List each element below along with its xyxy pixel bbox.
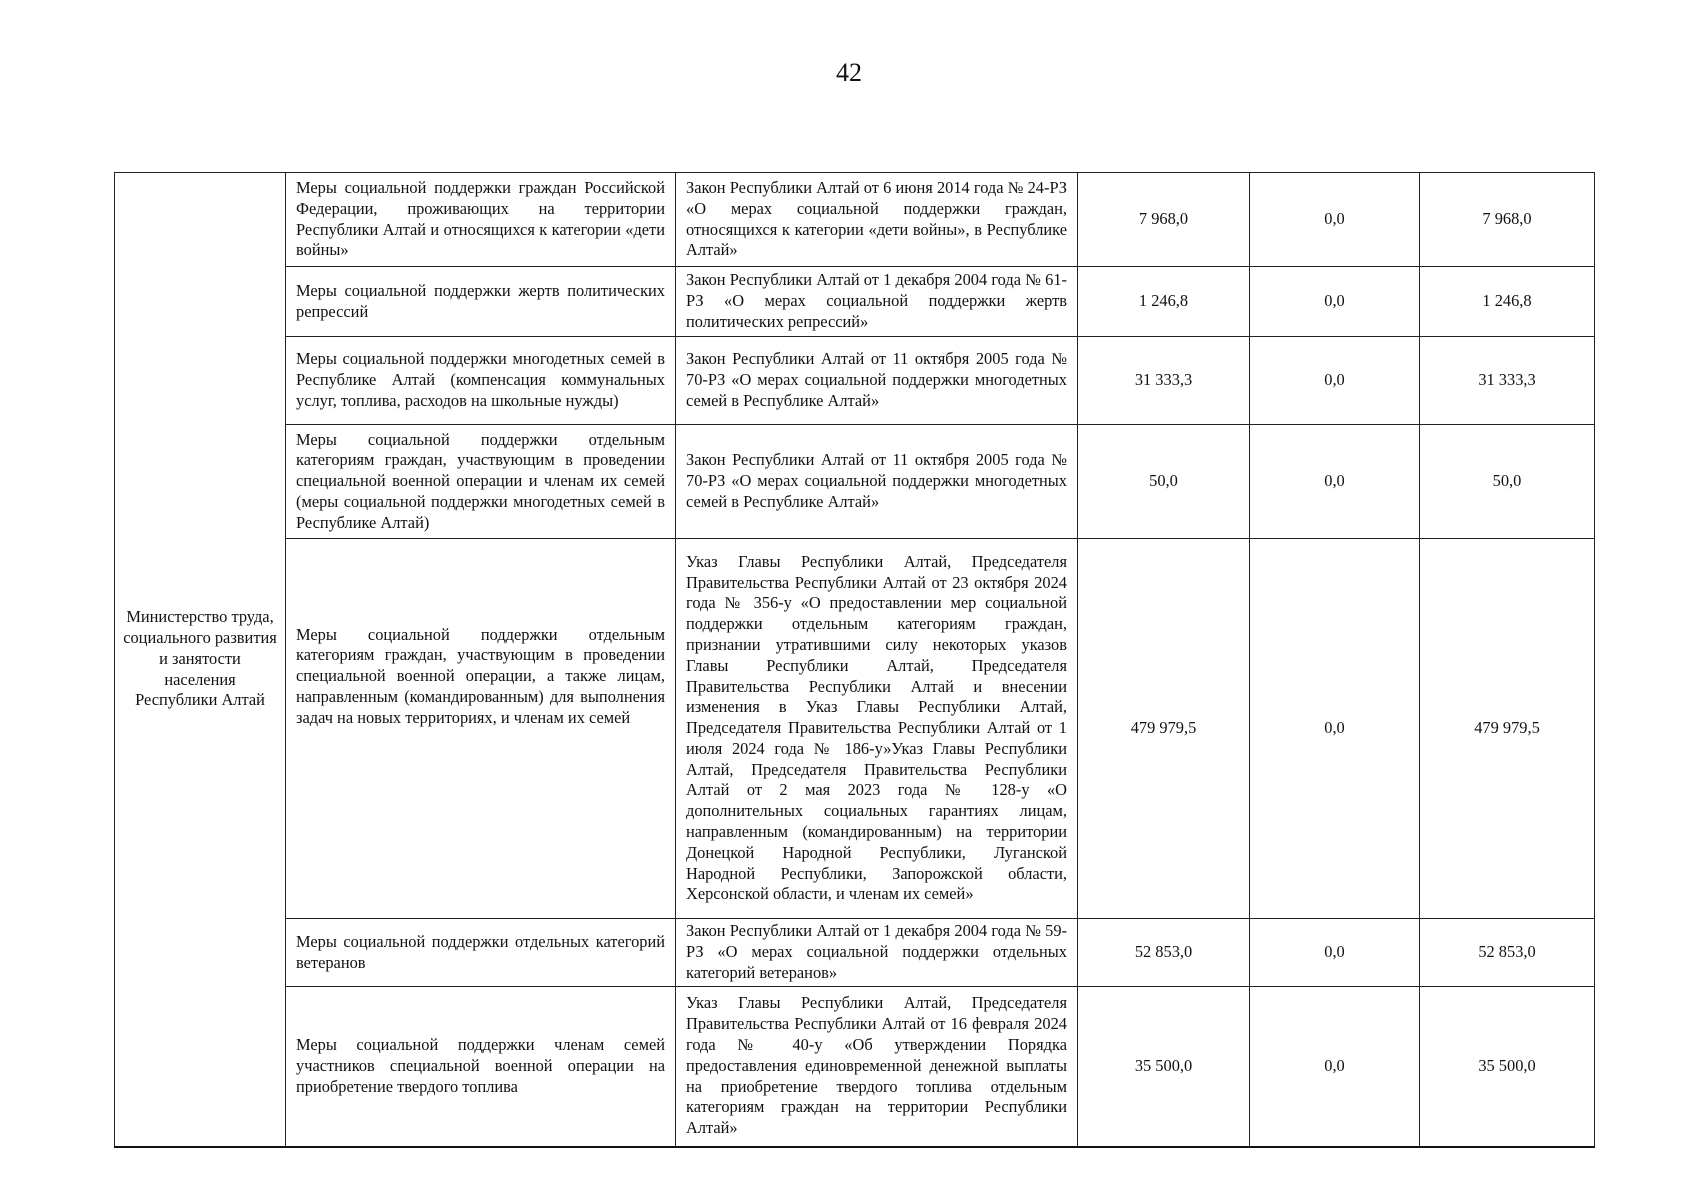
amount-change-cell: 0,0 bbox=[1250, 173, 1420, 267]
measure-cell: Меры социальной поддержки граждан Российской Федерации, проживающих на территории Республики Алтай и относящихся к категории «дети войны» bbox=[286, 173, 676, 267]
legal-basis-cell: Закон Республики Алтай от 11 октября 2005 года № 70-РЗ «О мерах социальной поддержки многодетных семей в Республике Алтай» bbox=[676, 425, 1078, 539]
amount-total-cell: 31 333,3 bbox=[1420, 337, 1595, 425]
table-row bbox=[115, 425, 1595, 539]
legal-basis-cell: Закон Республики Алтай от 6 июня 2014 года № 24-РЗ «О мерах социальной поддержки граждан, относящихся к категории «дети войны», в Республике Алтай» bbox=[676, 173, 1078, 267]
amount-total-cell: 1 246,8 bbox=[1420, 267, 1595, 337]
amount-total-cell: 52 853,0 bbox=[1420, 919, 1595, 987]
amount-cell: 1 246,8 bbox=[1078, 267, 1250, 337]
measure-cell: Меры социальной поддержки отдельных категорий ветеранов bbox=[286, 919, 676, 987]
table-row bbox=[115, 337, 1595, 425]
amount-cell: 50,0 bbox=[1078, 425, 1250, 539]
amount-total-cell: 35 500,0 bbox=[1420, 987, 1595, 1147]
legal-basis-cell: Закон Республики Алтай от 1 декабря 2004 года № 59-РЗ «О мерах социальной поддержки отдельных категорий ветеранов» bbox=[676, 919, 1078, 987]
amount-cell: 52 853,0 bbox=[1078, 919, 1250, 987]
legal-basis-cell: Указ Главы Республики Алтай, Председателя Правительства Республики Алтай от 23 октября 2024 года № 356-у «О предоставлении мер социальной поддержки отдельным категориям граждан, признании утратившими силу некоторых указов Главы Республики Алтай, Председателя Правительства Республики Алтай и внесении изменения в Указ Главы Республики Алтай, Председателя Правительства Республики Алтай от 1 июля 2024 года № 186-у»Указ Главы Республики Алтай, Председателя Правительства Республики Алтай от 2 мая 2023 года № 128-у «О дополнительных социальных гарантиях лицам, направленным (командированным) на территории Донецкой Народной Республики, Луганской Народной Республики, Запорожской области, Херсонской области, и членам их семей» bbox=[676, 539, 1078, 919]
measure-cell: Меры социальной поддержки членам семей участников специальной военной операции на приобретение твердого топлива bbox=[286, 987, 676, 1147]
measure-text: Меры социальной поддержки отдельным категориям граждан, участвующим в проведении специальной военной операции, а также лицам, направленным (командированным) для выполнения задач на новых территориях, и членам их семей bbox=[296, 624, 665, 727]
measure-cell: Меры социальной поддержки отдельным категориям граждан, участвующим в проведении специальной военной операции и членам их семей (меры социальной поддержки многодетных семей в Республике Алтай) bbox=[286, 425, 676, 539]
amount-cell: 7 968,0 bbox=[1078, 173, 1250, 267]
legal-basis-cell: Закон Республики Алтай от 11 октября 2005 года № 70-РЗ «О мерах социальной поддержки многодетных семей в Республике Алтай» bbox=[676, 337, 1078, 425]
amount-change-cell: 0,0 bbox=[1250, 539, 1420, 919]
table-row bbox=[115, 919, 1595, 987]
amount-change-cell: 0,0 bbox=[1250, 425, 1420, 539]
table-row bbox=[115, 539, 1595, 919]
legal-basis-cell: Закон Республики Алтай от 1 декабря 2004 года № 61-РЗ «О мерах социальной поддержки жертв политических репрессий» bbox=[676, 267, 1078, 337]
amount-total-cell: 50,0 bbox=[1420, 425, 1595, 539]
amount-change-cell: 0,0 bbox=[1250, 987, 1420, 1147]
amount-cell: 35 500,0 bbox=[1078, 987, 1250, 1147]
amount-total-cell: 479 979,5 bbox=[1420, 539, 1595, 919]
page-number: 42 bbox=[836, 58, 862, 87]
amount-total-cell: 7 968,0 bbox=[1420, 173, 1595, 267]
legal-basis-cell: Указ Главы Республики Алтай, Председателя Правительства Республики Алтай от 16 февраля 2024 года № 40-у «Об утверждении Порядка предоставления единовременной денежной выплаты на приобретение твердого топлива отдельным категориям граждан на территории Республики Алтай» bbox=[676, 987, 1078, 1147]
table-row bbox=[115, 173, 1595, 267]
budget-table bbox=[114, 172, 1595, 1148]
amount-cell: 479 979,5 bbox=[1078, 539, 1250, 919]
amount-change-cell: 0,0 bbox=[1250, 267, 1420, 337]
measure-cell: Меры социальной поддержки жертв политических репрессий bbox=[286, 267, 676, 337]
amount-cell: 31 333,3 bbox=[1078, 337, 1250, 425]
measure-cell bbox=[286, 539, 676, 919]
measure-cell: Меры социальной поддержки многодетных семей в Республике Алтай (компенсация коммунальных услуг, топлива, расходов на школьные нужды) bbox=[286, 337, 676, 425]
ministry-cell: Министерство труда, социального развития и занятости населения Республики Алтай bbox=[115, 173, 286, 1147]
table-row bbox=[115, 987, 1595, 1147]
table-row bbox=[115, 267, 1595, 337]
amount-change-cell: 0,0 bbox=[1250, 919, 1420, 987]
amount-change-cell: 0,0 bbox=[1250, 337, 1420, 425]
